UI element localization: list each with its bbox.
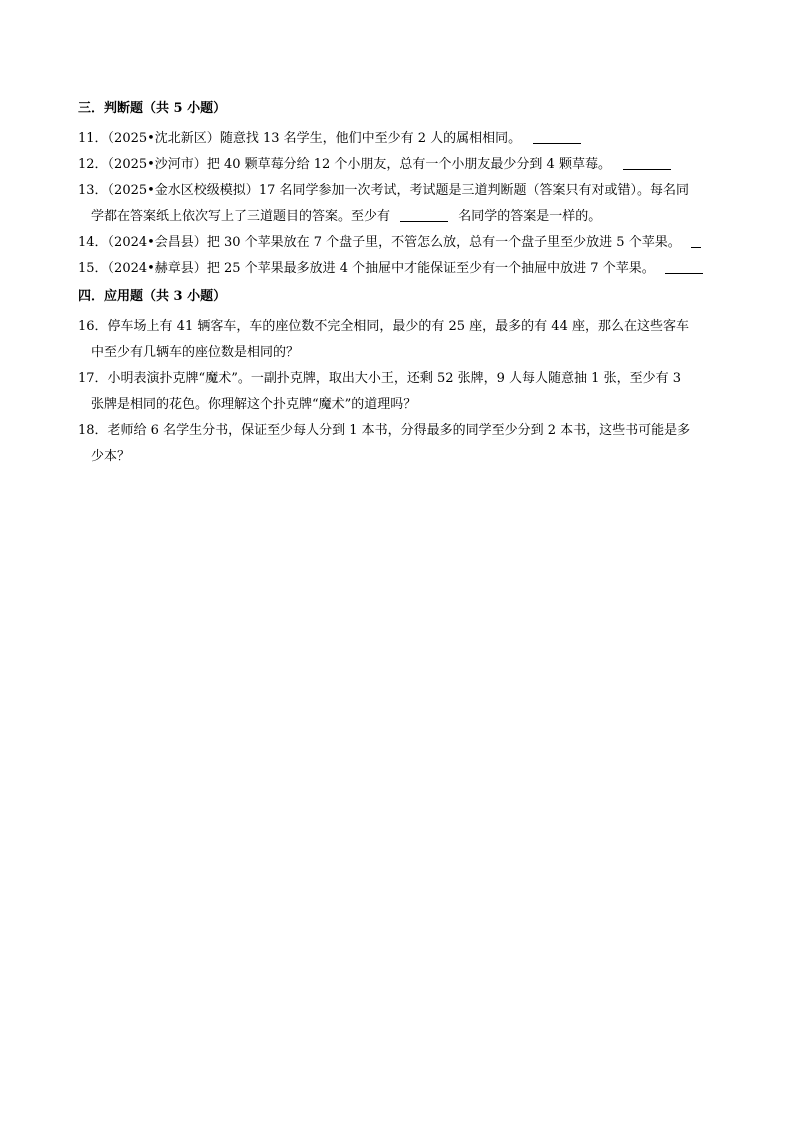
question-18 — [78, 418, 723, 470]
question-text-line2b: 名同学的答案是一样的。 — [458, 209, 602, 224]
question-number: 13． — [78, 183, 108, 198]
question-text-line2: 中至少有几辆车的座位数是相同的？ — [91, 345, 300, 360]
section-title-judgment: 三．判断题（共 5 小题） — [78, 101, 227, 116]
question-number: 11． — [78, 131, 108, 146]
document-content — [78, 100, 723, 470]
question-text: 把 25 个苹果最多放进 4 个抽屉中才能保证至少有一个抽屉中放进 7 个苹果。 — [206, 261, 655, 276]
question-text-line1: 停车场上有 41 辆客车，车的座位数不完全相同，最少的有 25 座，最多的有 44 座，那么在这些客车 — [107, 319, 689, 334]
question-text-line1: 17 名同学参加一次考试，考试题是三道判断题（答案只有对或错）。每名同 — [258, 183, 689, 198]
question-number: 18． — [78, 423, 108, 438]
question-source: （2024•赫章县） — [107, 261, 207, 276]
question-source: （2024•会昌县） — [107, 235, 207, 250]
question-text-line2a: 学都在答案纸上依次写上了三道题目的答案。至少有 — [91, 209, 391, 224]
question-number: 17． — [78, 371, 108, 386]
answer-blank[interactable] — [400, 207, 448, 222]
question-text: 随意找 13 名学生，他们中至少有 2 人的属相相同。 — [219, 131, 522, 146]
question-14 — [78, 230, 723, 256]
question-number: 14． — [78, 235, 108, 250]
question-source: （2025•金水区校级模拟） — [107, 183, 259, 198]
question-text: 把 30 个苹果放在 7 个盘子里，不管怎么放，总有一个盘子里至少放进 5 个苹果。 — [206, 235, 681, 250]
question-16 — [78, 314, 723, 366]
question-text-line1: 小明表演扑克牌“魔术”。一副扑克牌，取出大小王，还剩 52 张牌，9 人每人随意抽 1 张，至少有 3 — [107, 371, 681, 386]
question-text-line1: 老师给 6 名学生分书，保证至少每人分到 1 本书，分得最多的同学至少分到 2 本书，这些书可能是多 — [107, 423, 691, 438]
question-number: 16． — [78, 319, 108, 334]
answer-blank[interactable] — [623, 155, 671, 170]
question-17 — [78, 366, 723, 418]
question-text-line2: 少本？ — [91, 449, 131, 464]
question-source: （2025•沙河市） — [107, 157, 207, 172]
question-source: （2025•沈北新区） — [107, 131, 220, 146]
answer-blank[interactable] — [533, 129, 581, 144]
section-title-application: 四．应用题（共 3 小题） — [78, 289, 227, 304]
question-12 — [78, 152, 723, 178]
answer-blank[interactable] — [691, 233, 701, 248]
question-11 — [78, 126, 723, 152]
question-number: 15． — [78, 261, 108, 276]
question-15 — [78, 256, 723, 282]
answer-blank[interactable] — [665, 259, 703, 274]
question-13 — [78, 178, 723, 230]
question-text-line2: 张牌是相同的花色。你理解这个扑克牌“魔术”的道理吗？ — [91, 397, 417, 412]
question-text: 把 40 颗草莓分给 12 个小朋友，总有一个小朋友最少分到 4 颗草莓。 — [206, 157, 611, 172]
question-number: 12． — [78, 157, 108, 172]
